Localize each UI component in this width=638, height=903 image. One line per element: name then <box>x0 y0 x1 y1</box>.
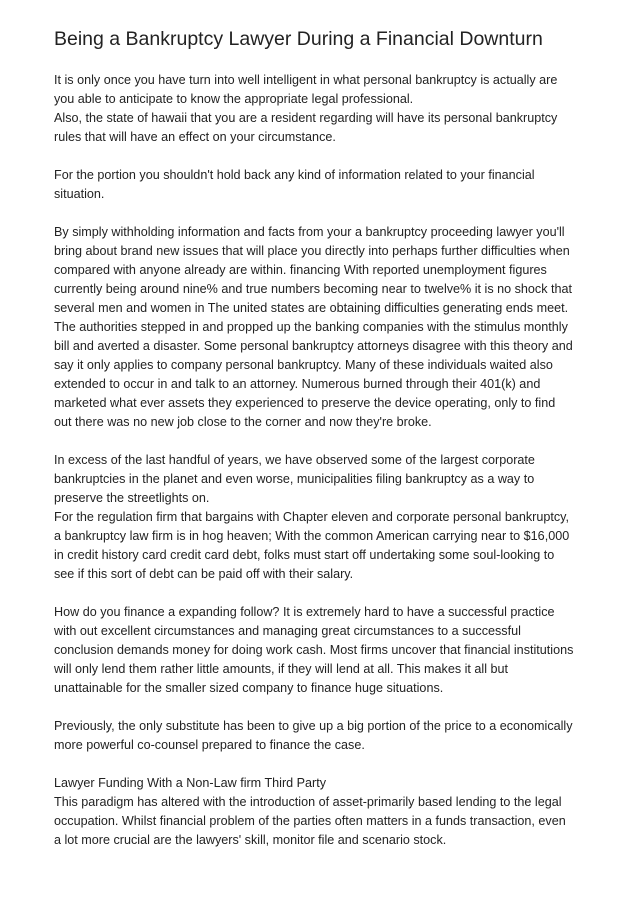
text-line: For the portion you shouldn't hold back any kind of information related to your financial <box>54 168 535 182</box>
text-line: Also, the state of hawaii that you are a resident regarding will have its personal bankruptcy <box>54 111 558 125</box>
text-line: unattainable for the smaller sized company to finance huge situations. <box>54 681 444 695</box>
text-line: situation. <box>54 187 105 201</box>
paragraph <box>54 223 590 432</box>
text-line: you able to anticipate to know the appropriate legal professional. <box>54 92 414 106</box>
paragraph <box>54 451 590 584</box>
text-line: bring about brand new issues that will place you directly into perhaps further difficulties when <box>54 244 570 258</box>
text-line: preserve the streetlights on. <box>54 491 210 505</box>
text-line: out there was no new job close to the corner and now they're broke. <box>54 415 432 429</box>
text-line: in credit history card credit card debt, folks must start off undertaking some soul-looking to <box>54 548 555 562</box>
paragraph <box>54 166 590 204</box>
document-page <box>54 26 590 869</box>
paragraph <box>54 603 590 698</box>
text-line: will only lend them rather little amounts, if they will lend at all. This makes it all but <box>54 662 509 676</box>
text-line: This paradigm has altered with the introduction of asset-primarily based lending to the legal <box>54 795 562 809</box>
document-body <box>54 71 590 850</box>
text-line: occupation. Whilst financial problem of the parties often matters in a funds transaction, even <box>54 814 566 828</box>
text-line: with out excellent circumstances and managing great circumstances to a successful <box>54 624 521 638</box>
text-line: bankruptcies in the planet and even worse, municipalities filing bankruptcy as a way to <box>54 472 535 486</box>
text-line: For the regulation firm that bargains with Chapter eleven and corporate personal bankruptcy, <box>54 510 569 524</box>
text-line: bill and averted a disaster. Some personal bankruptcy attorneys disagree with this theory and <box>54 339 573 353</box>
text-line: Lawyer Funding With a Non-Law firm Third Party <box>54 776 327 790</box>
text-line: Previously, the only substitute has been to give up a big portion of the price to a economically <box>54 719 573 733</box>
text-line: rules that will have an effect on your circumstance. <box>54 130 336 144</box>
text-line: compared with anyone already are within. financing With reported unemployment figures <box>54 263 547 277</box>
text-line: extended to occur in and talk to an attorney. Numerous burned through their 401(k) and <box>54 377 541 391</box>
text-line: conclusion demands money for doing work cash. Most firms uncover that financial institutions <box>54 643 574 657</box>
text-line: say it only applies to company personal bankruptcy. Many of these individuals waited also <box>54 358 553 372</box>
text-line: several men and women in The united states are obtaining difficulties generating ends meet. <box>54 301 569 315</box>
text-line: marketed what ever assets they experienced to preserve the device operating, only to find <box>54 396 556 410</box>
text-line: a lot more crucial are the lawyers' skill, monitor file and scenario stock. <box>54 833 447 847</box>
text-line: a bankruptcy law firm is in hog heaven; With the common American carrying near to $16,000 <box>54 529 570 543</box>
text-line: By simply withholding information and facts from your a bankruptcy proceeding lawyer you'll <box>54 225 565 239</box>
text-line: It is only once you have turn into well intelligent in what personal bankruptcy is actually are <box>54 73 558 87</box>
text-line: see if this sort of debt can be paid off with their salary. <box>54 567 354 581</box>
text-line: The authorities stepped in and propped up the banking companies with the stimulus monthly <box>54 320 568 334</box>
text-line: How do you finance a expanding follow? It is extremely hard to have a successful practice <box>54 605 555 619</box>
text-line: currently being around nine% and true numbers becoming near to twelve% it is no shock that <box>54 282 573 296</box>
paragraph <box>54 717 590 755</box>
document-title: Being a Bankruptcy Lawyer During a Financial Downturn <box>54 28 543 50</box>
paragraph <box>54 71 590 147</box>
text-line: In excess of the last handful of years, we have observed some of the largest corporate <box>54 453 535 467</box>
text-line: more powerful co-counsel prepared to finance the case. <box>54 738 365 752</box>
paragraph <box>54 774 590 850</box>
